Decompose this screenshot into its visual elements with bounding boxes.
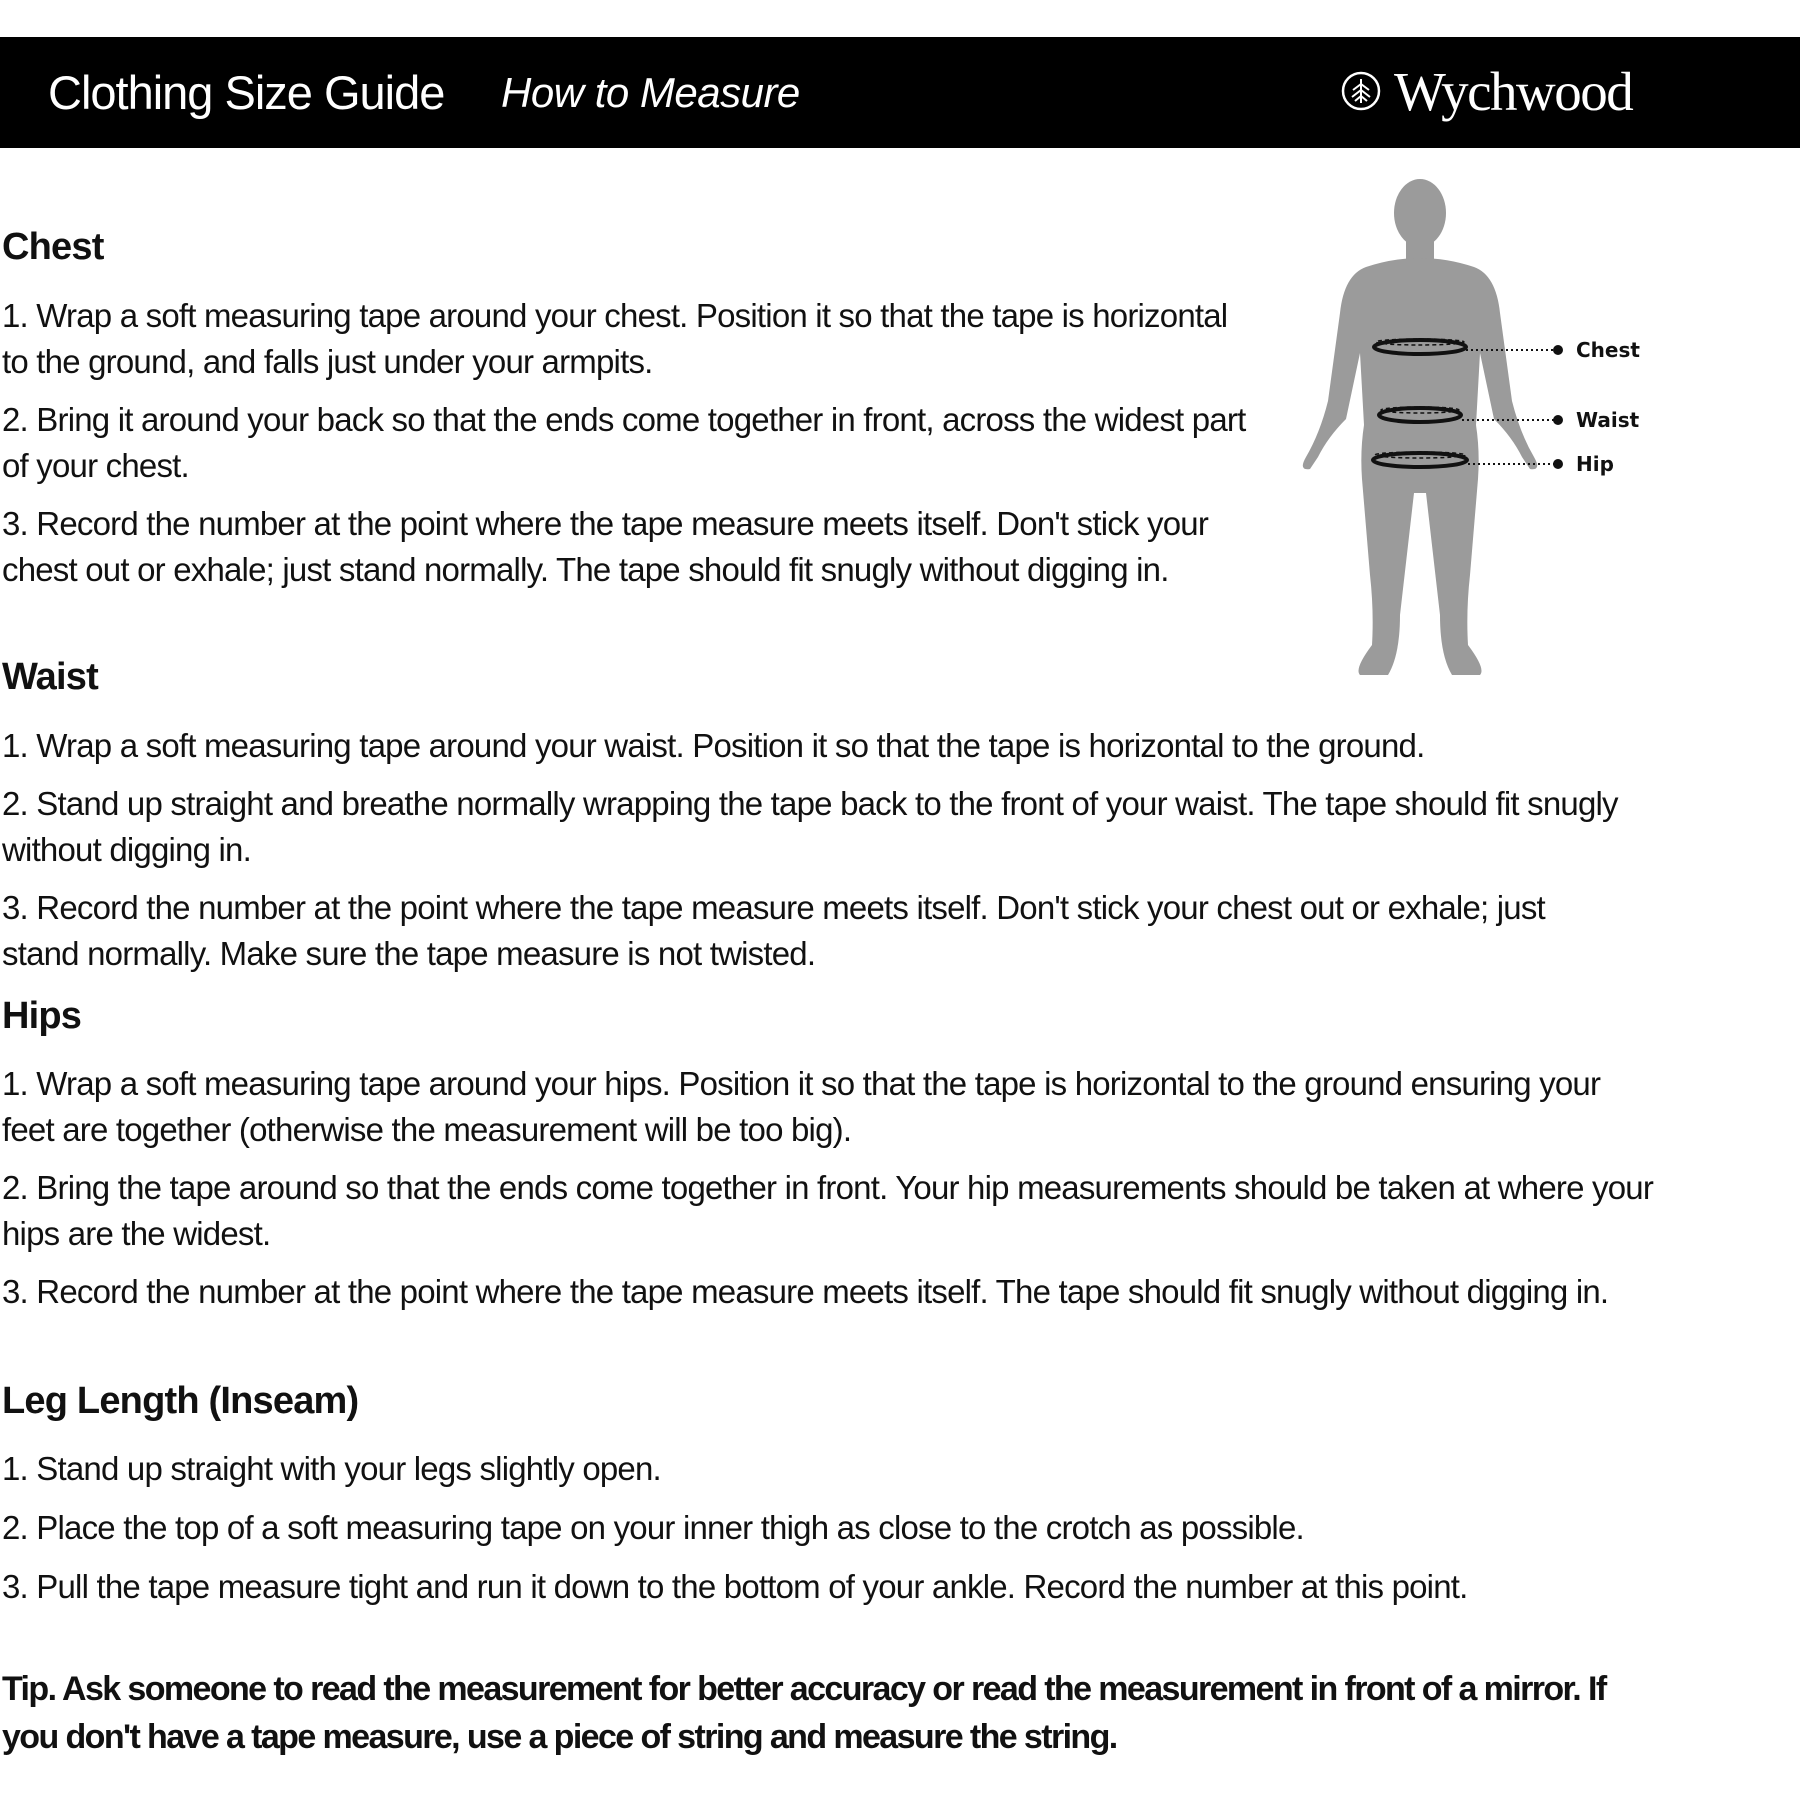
- brand-logo: [1340, 59, 1632, 123]
- leaf-emblem-icon: [1340, 70, 1382, 112]
- chest-label: Chest: [1576, 338, 1640, 362]
- section-title-chest: Chest: [2, 226, 104, 268]
- leg-step-1: 1. Stand up straight with your legs slightly open.: [2, 1450, 661, 1487]
- leg-step-3: 3. Pull the tape measure tight and run it down to the bottom of your ankle. Record the number at this point.: [2, 1568, 1468, 1605]
- hips-step-2: 2. Bring the tape around so that the ends come together in front. Your hip measurements should be taken at where your hips are the widest.: [2, 1169, 1654, 1252]
- chest-step-2: 2. Bring it around your back so that the ends come together in front, across the widest part of your chest.: [2, 401, 1246, 484]
- chest-step-3: 3. Record the number at the point where the tape measure meets itself. Don't stick your chest out or exhale; just stand normally. The tape should fit snugly without digging in.: [2, 505, 1209, 588]
- waist-step-2: 2. Stand up straight and breathe normally wrapping the tape back to the front of your waist. The tape should fit snugly without digging in.: [2, 785, 1618, 868]
- header-bar: [0, 37, 1800, 148]
- body-measurement-figure: [1290, 175, 1690, 705]
- waist-step-1: 1. Wrap a soft measuring tape around your waist. Position it so that the tape is horizontal to the ground.: [2, 727, 1425, 764]
- brand-name: Wychwood: [1394, 60, 1633, 122]
- waist-label: Waist: [1576, 408, 1640, 432]
- section-title-hips: Hips: [2, 995, 82, 1037]
- hips-step-1: 1. Wrap a soft measuring tape around your hips. Position it so that the tape is horizontal to the ground ensuring your feet are together (otherwise the measurement will be too big).: [2, 1065, 1601, 1148]
- leg-step-2: 2. Place the top of a soft measuring tape on your inner thigh as close to the crotch as possible.: [2, 1509, 1304, 1546]
- hips-step-3: 3. Record the number at the point where the tape measure meets itself. The tape should fit snugly without digging in.: [2, 1273, 1609, 1310]
- chest-step-1: 1. Wrap a soft measuring tape around your chest. Position it so that the tape is horizontal to the ground, and falls just under your armpits.: [2, 297, 1228, 380]
- section-title-waist: Waist: [2, 656, 98, 698]
- hip-label: Hip: [1576, 452, 1614, 476]
- page-subtitle: How to Measure: [501, 69, 800, 116]
- page-title: Clothing Size Guide: [48, 66, 445, 119]
- human-silhouette: [1303, 179, 1537, 675]
- section-title-leg-length: Leg Length (Inseam): [2, 1380, 359, 1422]
- tip-text: Tip. Ask someone to read the measurement for better accuracy or read the measurement in front of a mirror. If you don't have a tape measure, use a piece of string and measure the string.: [2, 1670, 1606, 1756]
- waist-step-3: 3. Record the number at the point where the tape measure meets itself. Don't stick your chest out or exhale; just stand normally. Make sure the tape measure is not twisted.: [2, 889, 1545, 972]
